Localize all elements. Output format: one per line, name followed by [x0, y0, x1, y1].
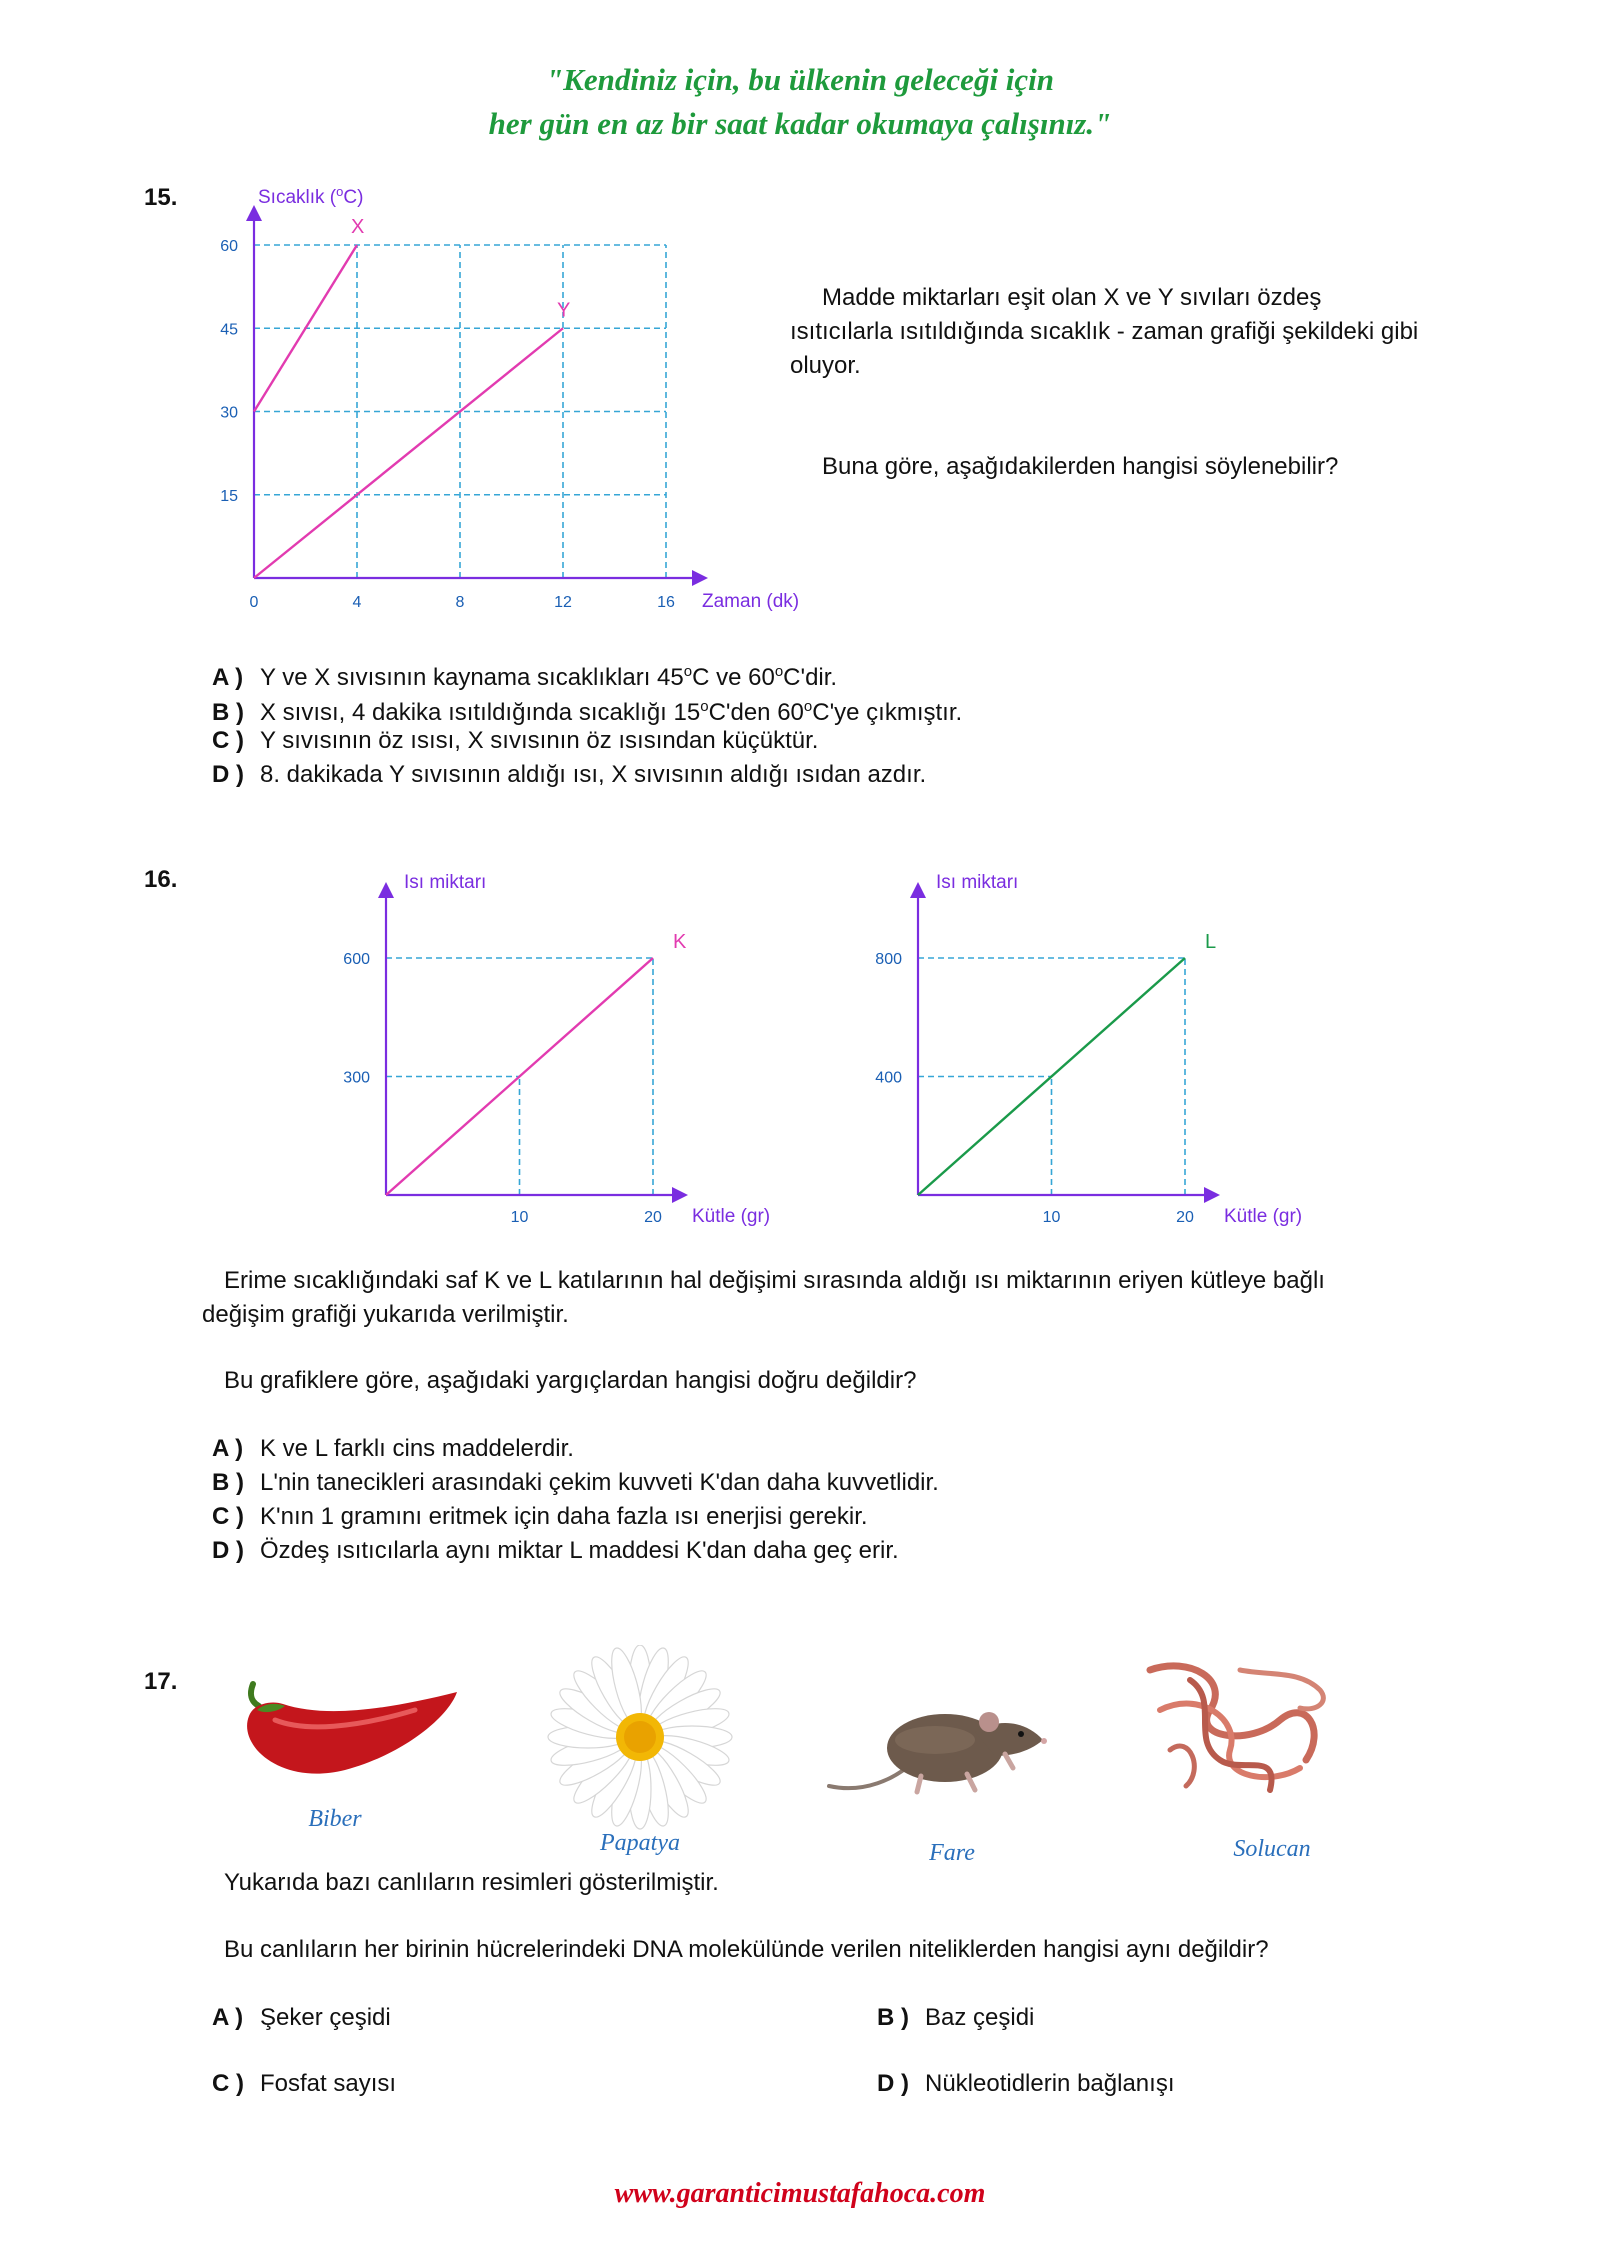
motto-header: [0, 58, 1600, 146]
q15-option-a[interactable]: A ) Y ve X sıvısının kaynama sıcaklıkları 45$^o$C ve 60$^o$C'dir.: [212, 663, 838, 691]
motto-line-2: her gün en az bir saat kadar okumaya çalışınız.": [488, 106, 1112, 141]
x-tick-label: 16: [657, 594, 675, 611]
q17-stem-text: Yukarıda bazı canlıların resimleri gösterilmiştir.: [224, 1869, 719, 1896]
x-axis-label: Kütle (gr): [692, 1206, 771, 1227]
x-tick-label: 0: [249, 594, 259, 611]
question-17-number: 17.: [144, 1668, 178, 1695]
pepper-image: [235, 1670, 465, 1800]
q15-option-b[interactable]: B ) X sıvısı, 4 dakika ısıtıldığında sıcaklığı 15$^o$C'den 60$^o$C'ye çıkmıştır.: [212, 698, 963, 726]
series-label-x: X: [351, 216, 365, 238]
y-tick-label: 15: [220, 487, 238, 505]
y-axis-label: Isı miktarı: [404, 872, 487, 893]
rat-image: [825, 1668, 1065, 1808]
question-15-number: 15.: [144, 184, 178, 211]
q17-option-b[interactable]: B ) Baz çeşidi: [877, 2004, 1035, 2031]
x-tick-label: 4: [352, 594, 362, 611]
y-tick-label: 30: [220, 404, 238, 422]
q16-option-a[interactable]: A ) K ve L farklı cins maddelerdir.: [212, 1435, 574, 1462]
x-tick-label: 12: [554, 594, 572, 611]
question-16-number: 16.: [144, 866, 178, 893]
q16-option-b[interactable]: B ) L'nin tanecikleri arasındaki çekim kuvveti K'dan daha kuvvetlidir.: [212, 1469, 939, 1496]
y-tick-label: 60: [220, 238, 238, 255]
q17-option-a[interactable]: A ) Şeker çeşidi: [212, 2004, 391, 2031]
y-tick-label: 300: [343, 1069, 370, 1087]
y-tick-label: 600: [343, 951, 370, 968]
chart-heat-mass-l: [852, 860, 1352, 1240]
daisy-image: [545, 1645, 735, 1830]
caption-solucan: Solucan: [1233, 1836, 1311, 1862]
x-tick-label: 10: [510, 1209, 529, 1226]
y-axis-label: Isı miktarı: [936, 872, 1019, 893]
q16-option-c[interactable]: C ) K'nın 1 gramını eritmek için daha fazla ısı enerjisi gerekir.: [212, 1503, 868, 1530]
y-tick-label: 400: [875, 1069, 902, 1087]
y-axis-label: Sıcaklık ($^o$C): [258, 184, 364, 208]
worms-image: [1130, 1650, 1340, 1800]
q17-option-d[interactable]: D ) Nükleotidlerin bağlanışı: [877, 2070, 1175, 2097]
x-tick-label: 20: [644, 1209, 662, 1226]
motto-line-1: "Kendiniz için, bu ülkenin geleceği için: [545, 62, 1055, 97]
q16-question-text: Bu grafiklere göre, aşağıdaki yargıçlardan hangisi doğru değildir?: [224, 1367, 917, 1394]
series-label-y: Y: [557, 299, 571, 322]
series-label-k: K: [673, 931, 687, 953]
caption-biber: Biber: [308, 1806, 362, 1832]
series-label-l: L: [1205, 931, 1217, 953]
series-line-y: [254, 328, 563, 578]
q17-option-c[interactable]: C ) Fosfat sayısı: [212, 2070, 397, 2097]
q15-stem-text: Madde miktarları eşit olan X ve Y sıvıları özdeş ısıtıcılarla ısıtıldığında sıcaklık - zaman grafiği şekildeki gibi oluyor.: [790, 284, 1419, 379]
chart-heat-mass-k: [320, 860, 820, 1240]
x-axis-label: Kütle (gr): [1224, 1206, 1303, 1227]
chart-temperature-time: [200, 175, 840, 625]
x-tick-label: 10: [1042, 1209, 1061, 1226]
q17-question-text: Bu canlıların her birinin hücrelerindeki DNA molekülünde verilen niteliklerden hangisi aynı değildir?: [224, 1936, 1269, 1963]
x-tick-label: 8: [455, 594, 465, 611]
y-tick-label: 800: [875, 951, 902, 968]
q15-option-d[interactable]: D ) 8. dakikada Y sıvısının aldığı ısı, X sıvısının aldığı ısıdan azdır.: [212, 761, 927, 788]
q16-option-d[interactable]: D ) Özdeş ısıtıcılarla aynı miktar L maddesi K'dan daha geç erir.: [212, 1537, 899, 1564]
y-tick-label: 45: [220, 321, 238, 339]
caption-fare: Fare: [929, 1840, 975, 1866]
footer-website[interactable]: www.garanticimustafahoca.com: [614, 2178, 986, 2209]
x-tick-label: 20: [1176, 1209, 1194, 1226]
q15-question-text: Buna göre, aşağıdakilerden hangisi söylenebilir?: [822, 453, 1339, 480]
q16-stem-text: Erime sıcaklığındaki saf K ve L katılarının hal değişimi sırasında aldığı ısı miktarının eriyen kütleye bağlı değişim grafiği yukarıda verilmiştir.: [202, 1267, 1325, 1328]
caption-papatya: Papatya: [600, 1830, 680, 1856]
x-axis-label: Zaman (dk): [702, 591, 800, 612]
q15-option-c[interactable]: C ) Y sıvısının öz ısısı, X sıvısının öz ısısından küçüktür.: [212, 727, 819, 754]
